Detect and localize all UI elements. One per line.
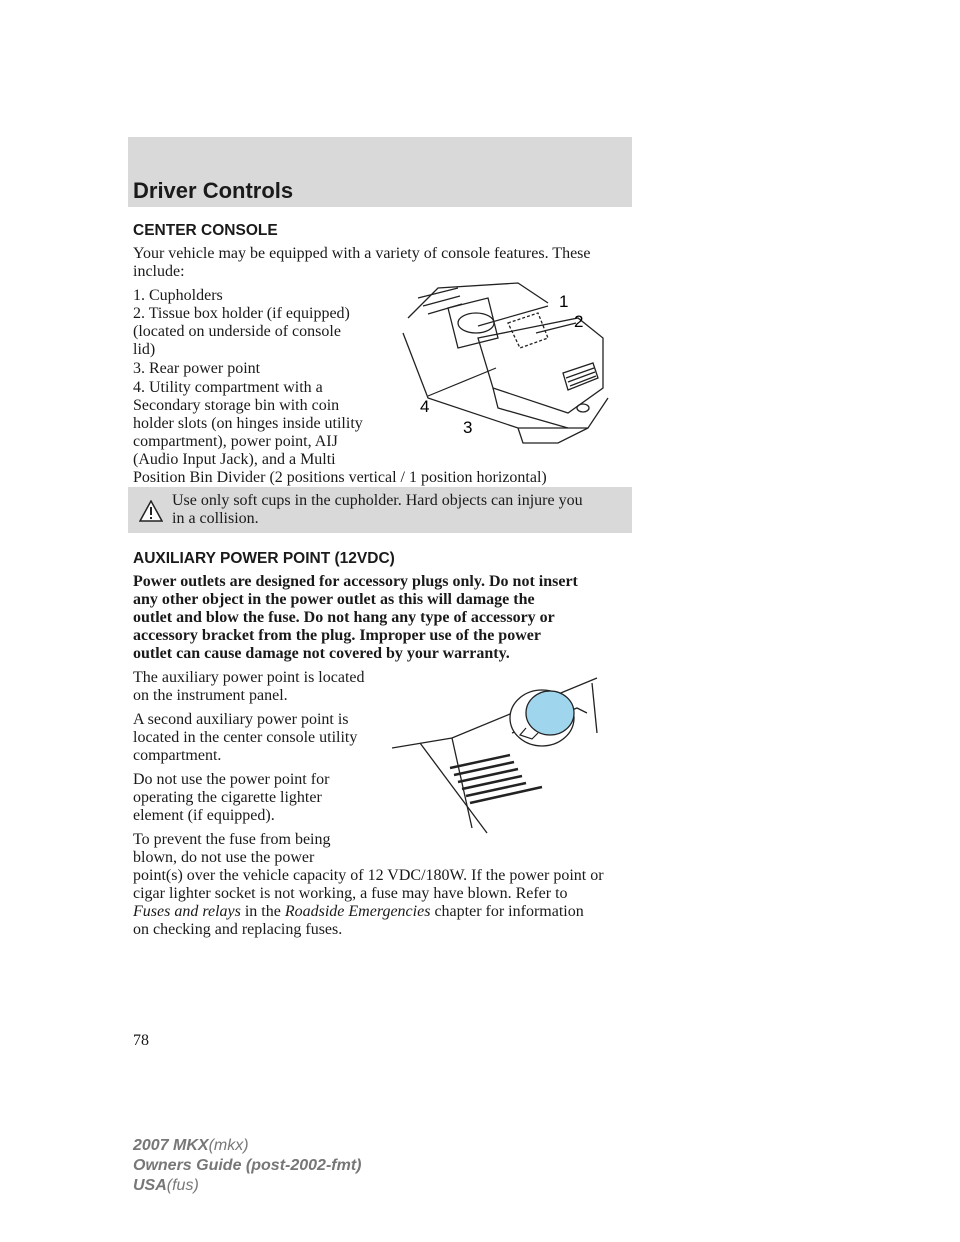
power-p3-1: Do not use the power point for [133,771,330,788]
console-intro-1: Your vehicle may be equipped with a variety of console features. These [133,245,591,262]
power-p4-6: on checking and replacing fuses. [133,921,343,938]
power-p1-1: The auxiliary power point is located [133,669,365,686]
power-p3-3: element (if equipped). [133,807,275,824]
warning-triangle-icon [139,500,163,522]
callout-1: 1 [559,292,569,311]
console-item-2a: 2. Tissue box holder (if equipped) [133,305,350,322]
power-p4-3: point(s) over the vehicle capacity of 12 VDC/180W. If the power point or [133,867,604,884]
power-warning-4: accessory bracket from the plug. Improper use of the power [133,627,541,644]
center-console-heading: CENTER CONSOLE [133,222,278,239]
footer: 2007 MKX(mkx) Owners Guide (post-2002-fmt) USA(fus) [133,1137,362,1194]
power-p2-3: compartment. [133,747,222,764]
power-p4-2: blown, do not use the power [133,849,315,866]
console-item-4b: Secondary storage bin with coin [133,397,340,414]
power-p3-2: operating the cigarette lighter [133,789,322,806]
power-warning-5: outlet can cause damage not covered by your warranty. [133,645,510,662]
power-p4-4: cigar lighter socket is not working, a fuse may have blown. Refer to [133,885,568,902]
power-warning-1: Power outlets are designed for accessory plugs only. Do not insert [133,573,578,590]
power-point-illustration [392,673,632,838]
console-item-3: 3. Rear power point [133,360,261,377]
center-console-illustration [398,278,632,448]
warning-text: Use only soft cups in the cupholder. Hard objects can injure you in a collision. [172,492,583,527]
console-intro-2: include: [133,263,185,280]
console-item-1: 1. Cupholders [133,287,223,304]
callout-3: 3 [463,418,473,437]
console-item-4a: 4. Utility compartment with a [133,379,323,396]
page-number: 78 [133,1032,149,1049]
console-item-4d: compartment), power point, AIJ [133,433,338,450]
power-warning-2: any other object in the power outlet as this will damage the [133,591,535,608]
console-item-4e: (Audio Input Jack), and a Multi [133,451,336,468]
console-item-4c: holder slots (on hinges inside utility [133,415,363,432]
power-point-heading: AUXILIARY POWER POINT (12VDC) [133,550,395,567]
console-item-2c: lid) [133,341,156,358]
power-warning-3: outlet and blow the fuse. Do not hang any type of accessory or [133,609,555,626]
power-p4-1: To prevent the fuse from being [133,831,331,848]
power-p2-1: A second auxiliary power point is [133,711,349,728]
power-p1-2: on the instrument panel. [133,687,288,704]
console-item-4f: Position Bin Divider (2 positions vertical / 1 position horizontal) [133,469,547,486]
callout-2: 2 [574,312,584,331]
power-p2-2: located in the center console utility [133,729,358,746]
console-item-2b: (located on underside of console [133,323,341,340]
callout-4: 4 [420,397,430,416]
power-p4-5: Fuses and relays in the Roadside Emergencies chapter for information [133,903,584,920]
page-title: Driver Controls [133,178,294,203]
